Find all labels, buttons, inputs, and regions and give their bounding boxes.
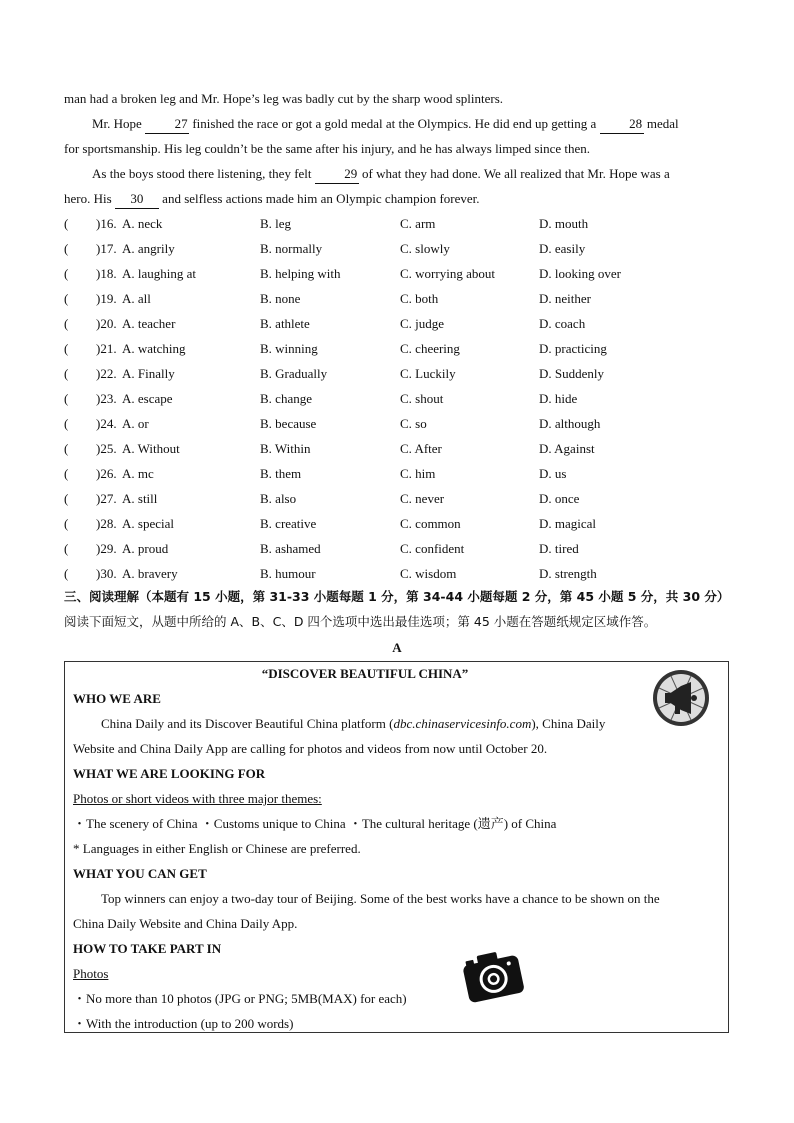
option-c: C. wisdom (400, 566, 457, 581)
option-d: D. us (539, 466, 567, 481)
option-b: B. them (260, 466, 302, 481)
photo-rule: ・With the introduction (up to 200 words) (73, 1016, 294, 1031)
option-b: B. ashamed (260, 541, 321, 556)
option-a: A. or (122, 416, 149, 431)
answer-paren: ( (64, 516, 69, 531)
passage-line (64, 190, 730, 209)
option-row (64, 415, 730, 433)
option-d: D. coach (539, 316, 586, 331)
option-row (64, 565, 730, 583)
answer-paren: ( (64, 391, 69, 406)
option-d: D. mouth (539, 216, 589, 231)
option-b: B. athlete (260, 316, 310, 331)
option-c: C. judge (400, 316, 445, 331)
option-row (64, 265, 730, 283)
option-row (64, 215, 730, 233)
option-d: D. tired (539, 541, 579, 556)
passage-text: of what they had done. We all realized that Mr. Hope was a (362, 166, 670, 181)
option-b: B. helping with (260, 266, 341, 281)
option-b: B. humour (260, 566, 316, 581)
option-b: B. none (260, 291, 301, 306)
answer-paren: ( (64, 416, 69, 431)
question-number: )29. (96, 541, 117, 556)
option-d: D. easily (539, 241, 586, 256)
option-d: D. Suddenly (539, 366, 604, 381)
question-number: )18. (96, 266, 117, 281)
answer-paren: ( (64, 566, 69, 581)
answer-paren: ( (64, 241, 69, 256)
option-row (64, 390, 730, 408)
who-text: China Daily and its Discover Beautiful China platform ( (101, 716, 394, 731)
who-text: ), China Daily (531, 716, 606, 731)
option-row (64, 440, 730, 458)
option-c: C. common (400, 516, 461, 531)
passage-line (64, 115, 730, 134)
option-b: B. creative (260, 516, 317, 531)
option-a: A. bravery (122, 566, 178, 581)
option-c: C. confident (400, 541, 465, 556)
languages-note: * Languages in either English or Chinese are preferred. (73, 841, 361, 856)
question-number: )28. (96, 516, 117, 531)
question-number: )20. (96, 316, 117, 331)
option-c: C. Luckily (400, 366, 456, 381)
passage-text: hero. His (64, 191, 112, 206)
question-number: )16. (96, 216, 117, 231)
option-d: D. magical (539, 516, 597, 531)
option-a: A. neck (122, 216, 163, 231)
option-b: B. because (260, 416, 317, 431)
blank-28: 28 (600, 115, 644, 134)
question-number: )21. (96, 341, 117, 356)
themes-label: Photos or short videos with three major themes: (73, 791, 322, 806)
option-a: A. watching (122, 341, 186, 356)
blank-27: 27 (145, 115, 189, 134)
option-c: C. him (400, 466, 436, 481)
get-text-line: China Daily Website and China Daily App. (73, 916, 298, 931)
option-b: B. Gradually (260, 366, 328, 381)
option-b: B. winning (260, 341, 318, 356)
option-row (64, 290, 730, 308)
option-c: C. arm (400, 216, 436, 231)
option-d: D. neither (539, 291, 591, 306)
option-row (64, 340, 730, 358)
passage-text: and selfless actions made him an Olympic champion forever. (162, 191, 480, 206)
notice-title: “DISCOVER BEAUTIFUL CHINA” (261, 666, 469, 681)
option-d: D. looking over (539, 266, 621, 281)
option-c: C. so (400, 416, 427, 431)
megaphone-icon (651, 668, 711, 728)
option-d: D. Against (539, 441, 595, 456)
camera-icon (459, 944, 527, 1008)
option-c: C. After (400, 441, 442, 456)
option-a: A. laughing at (122, 266, 197, 281)
option-a: A. angrily (122, 241, 175, 256)
passage-line: for sportsmanship. His leg couldn’t be the same after his injury, and he has always limped since then. (64, 141, 591, 156)
answer-paren: ( (64, 291, 69, 306)
option-c: C. cheering (400, 341, 460, 356)
option-a: A. all (122, 291, 151, 306)
who-text-line: Website and China Daily App are calling for photos and videos from now until October 20. (73, 741, 548, 756)
platform-url: dbc.chinaservicesinfo.com (393, 716, 532, 731)
themes-list: ・The scenery of China ・Customs unique to China ・The cultural heritage (遗产) of China (73, 816, 557, 831)
passage-line: man had a broken leg and Mr. Hope’s leg was badly cut by the sharp wood splinters. (64, 91, 504, 106)
option-c: C. shout (400, 391, 444, 406)
part-label: A (392, 640, 402, 655)
notice-box (64, 661, 729, 1033)
passage-text: finished the race or got a gold medal at the Olympics. He did end up getting a (192, 116, 597, 131)
question-number: )26. (96, 466, 117, 481)
section-instruction: 阅读下面短文，从题中所给的 A、B、C、D 四个选项中选出最佳选项；第 45 小题在答题纸规定区域作答。 (64, 614, 657, 629)
photo-rule: ・No more than 10 photos (JPG or PNG; 5MB(MAX) for each) (73, 991, 407, 1006)
option-a: A. Finally (122, 366, 175, 381)
question-number: )22. (96, 366, 117, 381)
option-a: A. escape (122, 391, 173, 406)
option-d: D. although (539, 416, 601, 431)
how-heading: HOW TO TAKE PART IN (73, 941, 222, 956)
question-number: )17. (96, 241, 117, 256)
passage-text: As the boys stood there listening, they felt (92, 166, 312, 181)
question-number: )23. (96, 391, 117, 406)
answer-paren: ( (64, 366, 69, 381)
get-text-line: Top winners can enjoy a two-day tour of Beijing. Some of the best works have a chance to be shown on the (101, 891, 660, 906)
option-b: B. also (260, 491, 297, 506)
answer-paren: ( (64, 316, 69, 331)
section-heading: 三、阅读理解（本题有 15 小题，第 31-33 小题每题 1 分，第 34-44 小题每题 2 分，第 45 小题 5 分，共 30 分） (64, 589, 730, 604)
option-c: C. both (400, 291, 439, 306)
who-text-line (101, 715, 605, 733)
question-number: )19. (96, 291, 117, 306)
option-row (64, 240, 730, 258)
option-c: C. worrying about (400, 266, 495, 281)
option-a: A. mc (122, 466, 154, 481)
passage-text: medal (646, 116, 679, 131)
option-d: D. hide (539, 391, 578, 406)
question-number: )24. (96, 416, 117, 431)
option-d: D. strength (539, 566, 597, 581)
option-row (64, 515, 730, 533)
option-b: B. Within (260, 441, 311, 456)
option-d: D. practicing (539, 341, 607, 356)
answer-paren: ( (64, 466, 69, 481)
who-heading: WHO WE ARE (73, 691, 161, 706)
blank-29: 29 (315, 165, 359, 184)
question-number: )27. (96, 491, 117, 506)
option-row (64, 540, 730, 558)
passage-line (64, 165, 730, 184)
get-heading: WHAT YOU CAN GET (73, 866, 207, 881)
option-b: B. change (260, 391, 312, 406)
option-row (64, 465, 730, 483)
option-c: C. slowly (400, 241, 450, 256)
answer-paren: ( (64, 266, 69, 281)
option-row (64, 365, 730, 383)
option-d: D. once (539, 491, 580, 506)
option-a: A. still (122, 491, 158, 506)
answer-paren: ( (64, 441, 69, 456)
option-c: C. never (400, 491, 445, 506)
option-a: A. special (122, 516, 174, 531)
answer-paren: ( (64, 491, 69, 506)
answer-paren: ( (64, 541, 69, 556)
option-row (64, 490, 730, 508)
answer-paren: ( (64, 216, 69, 231)
option-b: B. normally (260, 241, 323, 256)
answer-paren: ( (64, 341, 69, 356)
passage-text: Mr. Hope (92, 116, 142, 131)
option-a: A. teacher (122, 316, 176, 331)
option-a: A. proud (122, 541, 169, 556)
option-row (64, 315, 730, 333)
blank-30: 30 (115, 190, 159, 209)
question-number: )30. (96, 566, 117, 581)
option-a: A. Without (122, 441, 180, 456)
looking-heading: WHAT WE ARE LOOKING FOR (73, 766, 266, 781)
photos-label: Photos (73, 966, 109, 981)
option-b: B. leg (260, 216, 292, 231)
question-number: )25. (96, 441, 117, 456)
